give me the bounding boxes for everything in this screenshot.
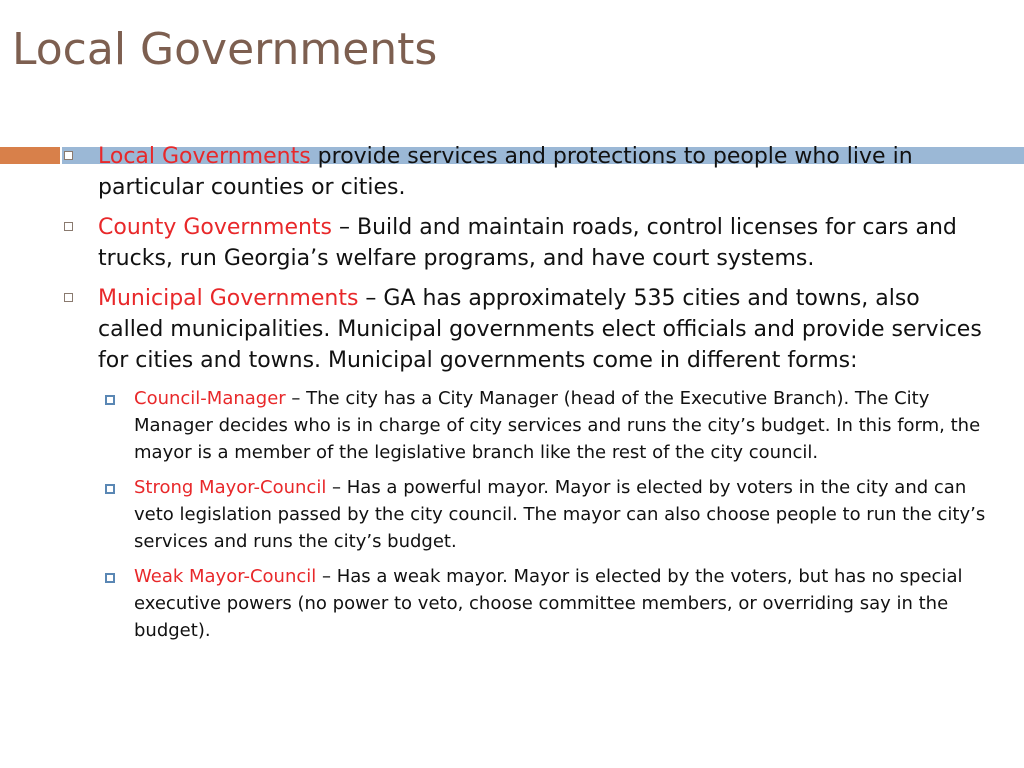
sub-bullet-text: – The city has a City Manager (head of the Executive Branch). The City Manager decides who is in charge of city services and runs the city’s budget. In this form, the mayor is a member of the legislative branch like the rest of the city council. — [134, 388, 981, 463]
sub-bullet-term: Weak Mayor-Council — [134, 566, 317, 587]
square-bullet-icon — [64, 222, 73, 231]
sub-bullet-term: Council-Manager — [134, 388, 286, 409]
filled-square-bullet-icon — [105, 395, 115, 405]
filled-square-bullet-icon — [105, 573, 115, 583]
slide-body — [62, 141, 992, 652]
bullet-municipal-governments — [62, 283, 992, 376]
filled-square-bullet-icon — [105, 484, 115, 494]
bullet-term: Municipal Governments — [98, 286, 359, 311]
bullet-term: County Governments — [98, 215, 333, 240]
sub-bullet-text: – Has a weak mayor. Mayor is elected by the voters, but has no special executive powers (no power to veto, choose committee members, or overriding say in the budget). — [134, 566, 963, 641]
sub-bullet-council-manager — [62, 385, 992, 466]
title-rule-accent — [0, 147, 60, 164]
sub-bullet-strong-mayor-council — [62, 474, 992, 555]
square-bullet-icon — [64, 293, 73, 302]
bullet-county-governments — [62, 212, 992, 274]
sub-bullet-term: Strong Mayor-Council — [134, 477, 327, 498]
slide-title: Local Governments — [12, 24, 438, 75]
square-bullet-icon — [64, 151, 73, 160]
bullet-term: Local Governments — [98, 144, 311, 169]
bullet-local-governments — [62, 141, 992, 203]
bullet-text: – GA has approximately 535 cities and towns, also called municipalities. Municipal governments elect officials and provide services for cities and towns. Municipal governments come in different forms: — [98, 286, 982, 373]
bullet-text: – Build and maintain roads, control licenses for cars and trucks, run Georgia’s welfare programs, and have court systems. — [98, 215, 957, 271]
sub-bullet-text: – Has a powerful mayor. Mayor is elected by voters in the city and can veto legislation passed by the city council. The mayor can also choose people to run the city’s services and runs the city’s budget. — [134, 477, 986, 552]
sub-bullet-weak-mayor-council — [62, 563, 992, 644]
bullet-text: provide services and protections to people who live in particular counties or cities. — [98, 144, 913, 200]
